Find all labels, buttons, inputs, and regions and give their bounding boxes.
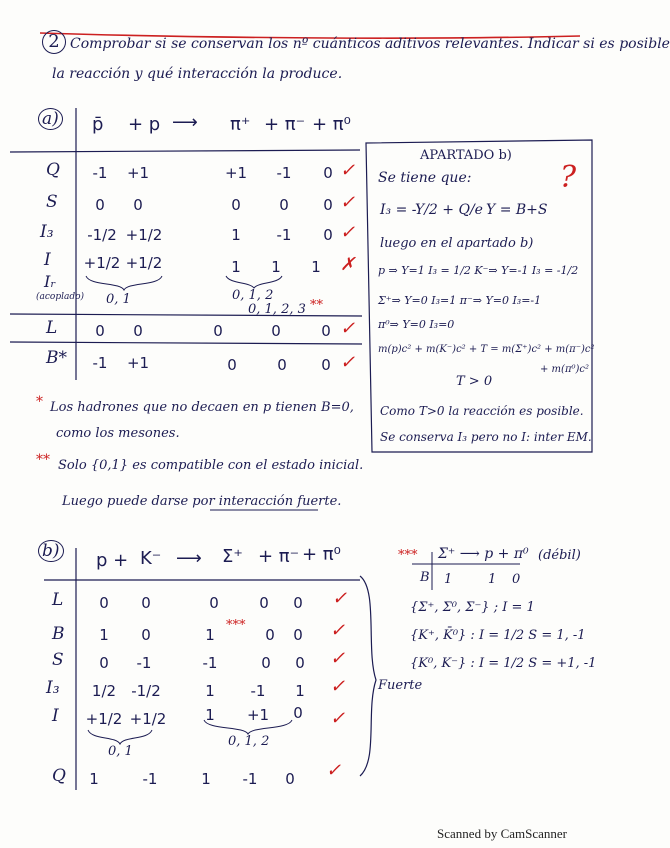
- note1b: como los mesones.: [56, 426, 180, 441]
- cell: 1: [205, 682, 215, 700]
- part-b-pi-zero: + π⁰: [302, 544, 341, 565]
- cell: +1/2: [85, 710, 123, 728]
- header-line-2: la reacción y qué interacción la produce.: [52, 66, 343, 82]
- box-r4: m(p)c² + m(K⁻)c² + T = m(Σ⁺)c² + m(π⁻)c²: [378, 344, 595, 355]
- row-label: L: [46, 318, 58, 338]
- check-mark: ✓: [332, 588, 348, 609]
- check-mark: ✓: [340, 352, 356, 373]
- cell: 0: [259, 594, 269, 612]
- part-a-label: a): [38, 108, 63, 130]
- note3: Luego puede darse por interacción fuerte.: [62, 494, 342, 509]
- cell: 0: [231, 196, 241, 214]
- note1-star: *: [36, 394, 43, 410]
- multiplet-k-minus: {K⁰, K⁻} : I = 1/2 S = +1, -1: [410, 656, 597, 671]
- cell: 0: [295, 654, 305, 672]
- b-stars: ***: [226, 618, 246, 633]
- box-formula1: I₃ = -Y/2 + Q/e: [380, 202, 483, 218]
- cell: 0: [293, 594, 303, 612]
- cell: 0: [265, 626, 275, 644]
- check-mark: ✓: [330, 648, 346, 669]
- side-B-label: B: [420, 570, 430, 585]
- cell: +1: [126, 354, 150, 372]
- box-line2: luego en el apartado b): [380, 236, 534, 251]
- check-mark: ✓: [330, 620, 346, 641]
- cell: 0: [271, 322, 281, 340]
- cell: 1: [231, 258, 241, 276]
- cell: -1: [242, 770, 258, 788]
- row-label: Q: [52, 766, 66, 786]
- box-title: APARTADO b): [420, 148, 512, 163]
- cell: 0: [323, 196, 333, 214]
- side-B-value: 0: [512, 572, 521, 587]
- fuerte-label: Fuerte: [378, 678, 423, 693]
- cell: -1/2: [87, 226, 117, 244]
- row-label: I₃: [40, 222, 54, 242]
- row-label: S: [52, 650, 64, 670]
- cell: 1: [89, 770, 99, 788]
- note1: Los hadrones que no decaen en p tienen B=0,: [50, 400, 354, 415]
- row-label: I₃: [46, 678, 60, 698]
- cell: 0: [323, 226, 333, 244]
- part-b-pi-minus: + π⁻: [258, 546, 300, 567]
- cell: 0: [323, 164, 333, 182]
- check-mark: ✓: [330, 708, 346, 729]
- part-a-pi-zero: + π⁰: [312, 114, 351, 135]
- box-formula2: Y = B+S: [486, 202, 548, 218]
- cell: +1/2: [83, 254, 121, 272]
- box-r7: Como T>0 la reacción es posible.: [380, 404, 584, 418]
- side-stars: ***: [398, 548, 418, 563]
- box-r5: + m(π⁰)c²: [540, 364, 590, 375]
- cell: 1: [231, 226, 241, 244]
- cell: -1: [202, 654, 218, 672]
- cell: 0: [321, 356, 331, 374]
- row-label: B*: [46, 348, 67, 368]
- cell: 1: [201, 770, 211, 788]
- side-reaction: Σ⁺ ⟶ p + π⁰: [438, 546, 529, 562]
- box-r3: π⁰⇒ Y=0 I₃=0: [378, 318, 455, 331]
- check-mark: ✓: [340, 222, 356, 243]
- ir-left-values: 0, 1: [106, 292, 131, 307]
- cell: 1: [295, 682, 305, 700]
- box-r2: Σ⁺⇒ Y=0 I₃=1 π⁻⇒ Y=0 I₃=-1: [378, 294, 542, 307]
- part-b-label: b): [38, 540, 64, 562]
- cross-mark: ✗: [340, 254, 356, 275]
- note2: Solo {0,1} es compatible con el estado inicial.: [58, 458, 364, 473]
- cell: -1: [142, 770, 158, 788]
- row-label: L: [52, 590, 64, 610]
- check-mark: ✓: [330, 676, 346, 697]
- part-b-p: p +: [96, 550, 129, 571]
- ir-label: Iᵣ: [44, 272, 56, 291]
- cell: 0: [285, 770, 295, 788]
- part-a-pbar: p̄: [92, 114, 104, 135]
- side-B-value: 1: [444, 572, 453, 587]
- cell: 1: [205, 626, 215, 644]
- cell: +1: [224, 164, 248, 182]
- i-right-values: 0, 1, 2: [228, 734, 270, 749]
- cell: 0: [99, 594, 109, 612]
- cell: -1: [92, 164, 108, 182]
- cell: +1: [246, 706, 270, 724]
- cell: 0: [99, 654, 109, 672]
- check-mark: ✓: [340, 160, 356, 181]
- cell: +1: [126, 164, 150, 182]
- cell: 0: [95, 322, 105, 340]
- row-label: I: [44, 250, 51, 270]
- multiplet-sigma: {Σ⁺, Σ⁰, Σ⁻} ; I = 1: [410, 600, 535, 615]
- cell: 0: [321, 322, 331, 340]
- cell: 0: [261, 654, 271, 672]
- cell: 0: [133, 322, 143, 340]
- part-b-arrow: ⟶: [176, 548, 202, 569]
- cell: 1: [311, 258, 321, 276]
- box-line1: Se tiene que:: [378, 170, 472, 186]
- cell: 0: [213, 322, 223, 340]
- cell: 0: [277, 356, 287, 374]
- side-weak: (débil): [538, 548, 581, 563]
- cell: -1: [276, 164, 292, 182]
- box-r1: p ⇒ Y=1 I₃ = 1/2 K⁻⇒ Y=-1 I₃ = -1/2: [378, 264, 579, 277]
- header-line-1: Comprobar si se conservan los nº cuánticos aditivos relevantes. Indicar si es posible: [70, 36, 670, 52]
- multiplet-k-plus: {K⁺, K̄⁰} : I = 1/2 S = 1, -1: [410, 628, 586, 643]
- cell: 1: [271, 258, 281, 276]
- cell: -1/2: [131, 682, 161, 700]
- note2-stars: **: [36, 452, 50, 468]
- cell: 1/2: [91, 682, 117, 700]
- cell: 0: [133, 196, 143, 214]
- box-r8: Se conserva I₃ pero no I: inter EM.: [380, 430, 592, 444]
- cell: -1: [136, 654, 152, 672]
- cell: 0: [227, 356, 237, 374]
- row-label: B: [52, 624, 65, 644]
- cell: 0: [293, 626, 303, 644]
- cell: 0: [141, 626, 151, 644]
- row-label: I: [52, 706, 59, 726]
- box-r6: T > 0: [456, 374, 493, 389]
- cell: 1: [205, 706, 215, 724]
- check-mark: ✓: [340, 192, 356, 213]
- cell: 1: [99, 626, 109, 644]
- scanner-watermark: Scanned by CamScanner: [437, 826, 567, 841]
- check-mark: ✓: [340, 318, 356, 339]
- question-mark: ?: [560, 160, 577, 195]
- cell: -1: [250, 682, 266, 700]
- ir-stars: **: [310, 298, 323, 313]
- ir-right-bottom: 0, 1, 2, 3: [248, 302, 306, 317]
- row-label: S: [46, 192, 58, 212]
- part-b-sigma-plus: Σ⁺: [222, 546, 243, 567]
- part-a-pi-minus: + π⁻: [264, 114, 306, 135]
- ir-right-top: 0, 1, 2: [232, 288, 274, 303]
- problem-number: 2: [42, 30, 66, 54]
- row-label: Q: [46, 160, 60, 180]
- part-a-arrow: ⟶: [172, 112, 198, 133]
- cell: -1: [92, 354, 108, 372]
- cell: +1/2: [125, 254, 163, 272]
- i-left-values: 0, 1: [108, 744, 133, 759]
- part-a-pi-plus: π⁺: [230, 114, 251, 135]
- part-b-kminus: K⁻: [140, 548, 162, 569]
- cell: -1: [276, 226, 292, 244]
- cell: 0: [95, 196, 105, 214]
- ir-sub-label: (acoplado): [36, 292, 85, 302]
- cell: 0: [293, 704, 303, 722]
- cell: 0: [141, 594, 151, 612]
- side-B-value: 1: [488, 572, 497, 587]
- cell: +1/2: [129, 710, 167, 728]
- cell: +1/2: [125, 226, 163, 244]
- check-mark: ✓: [326, 760, 342, 781]
- cell: 0: [209, 594, 219, 612]
- part-a-p: + p: [128, 114, 161, 135]
- cell: 0: [279, 196, 289, 214]
